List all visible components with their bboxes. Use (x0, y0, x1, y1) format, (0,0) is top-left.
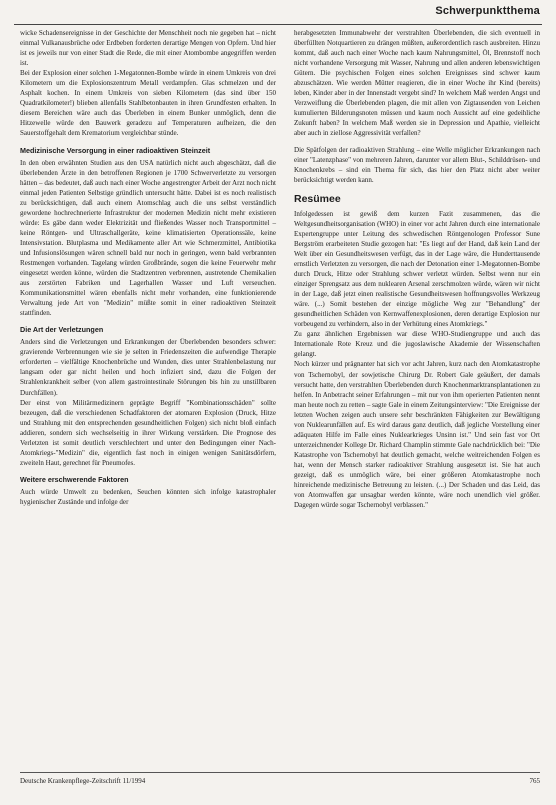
subheading: Medizinische Versorgung in einer radioaktiven Steinzeit (20, 145, 211, 155)
paragraph: In den oben erwähnten Studien aus den USA natürlich nicht auch abgeschätzt, daß die überlebenden Ärzte in den betroffenen Regionen je 1700 Schwerverletzte zu versorgen hätten – das bedeutet, daß auch nach einer Woche angestrengter Arbeit der Arzt noch nicht einmal jeden Patienten Selbstige gründlich untersucht hätte. Dabei ist es noch realistisch zu berücksichtigen, daß auch einem Atomschlag auch die uns selbst verständlich gewordene hochrechnerierte Infrastruktur der modernen Medizin nicht mehr existieren würde: Es gäbe dann weder Elektrizität und fließendes Wasser noch Transportmittel – keine Röntgen- und Ultraschallgeräte, keine klimatisierten Operationssäle, keine Intensivstation. Blutplasma und Medikamente aller Art wie Schmerzmittel, Antibiotika und Infusionslösungen wären schnell bald nur noch in geringen, wenn bald verbrannten Restmengen vorhanden. Tagelang würden Großbrände, sogen die keine Feuerwehr mehr eingesetzt werden könne, würden die Stadtzentren verbrennen, austretende Chemikalien aus zerstörten Fabriken und Lagerhallen Wasser und Luft verseuchen. Kommunikationsmittel wären ebenfalls nicht mehr vorhanden, eine funktionierende Verwaltung jede Art von "Medizin" müßte somit in einer radioaktiven Steinzeit stattfinden. (20, 158, 276, 318)
paragraph: Auch würde Umwelt zu bedenken, Seuchen könnten sich infolge katastrophaler hygienischer Zustände und infolge der (20, 487, 276, 506)
subheading: Weitere erschwerende Faktoren (20, 474, 129, 484)
paragraph: Anders sind die Verletzungen und Erkrankungen der Überlebenden besonders schwer: gravierende Verbrennungen wie sie je selten in Friedenszeiten die aufwendige Therapie erforderten – vielfältige Knochenbrüche und Wunden, dies unter Strahlenbelastung nur langsam oder gar nicht heilen und hoch infiziert sind, dazu die Folgen der Strahlenkrankheit selber (von allem gastrointestinale Störungen bis hin zu unstillbaren Durchfällen). (20, 338, 276, 397)
subheading: Die Art der Verletzungen (20, 325, 104, 335)
page-header (0, 0, 556, 28)
paragraph: wicke Schadensereignisse in der Geschichte der Menschheit noch nie gegeben hat – nicht einmal Vulkanausbrüche oder Erdbeben forderten derartige Mengen von Opfern. Und hier ist es jeweils nur von einer Stadt die Rede, die mit einer Atombombe angegriffen werden ist. (20, 29, 276, 68)
paragraph: herabgesetzten Immunabwehr der verstrahlten Überlebenden, die sich eventuell in überfüllten Notquartieren zu drängen müßten, außerordentlich rasch ausbreiten. Hinzu kommt, daß auch nach einer Woche nach kaum Nahrungsmittel, Öl, Brennstoff noch nicht vorhandene Versorgung mit Wasser, Nahrung und allen anderen lebenswichtigen Gütern. Die psychischen Folgen eines solchen Ereignisses sind schwer kaum abzuschätzen. Wie werden Mütter reagieren, die in einer Woche ihr Kind (bereits) leben, Kinder aber in der Innenstadt vergebt sind? In welchem Maß werden Angst und Verzweiflung die Überlebenden plagen, die mit allen von Zigtausenden von Leichen kumulierten Bilderungsnoten müssen und kaum noch Aussicht auf eine gedeihliche Zukunft haben? In welchem Maß werden sie in Depression und Apathie, vielleicht aber auch in ziellose Aggressivität verfallen? (294, 29, 540, 138)
paragraph: Die Spätfolgen der radioaktiven Strahlung – eine Welle möglicher Erkrankungen nach einer "Latenzphase" von mehreren Jahren, darunter vor allem Blut-, Schilddrüsen- und Knochenkrebs – sind ein Thema für sich, das hier den Platz nicht aber weiter berücksichtigt werden kann. (294, 145, 540, 184)
left-column (20, 28, 276, 507)
page-number: 765 (529, 777, 540, 785)
page-footer (20, 772, 540, 785)
paragraph: Der einst von Militärmedizinern geprägte Begriff "Kombinationsschäden" sollte bezeugen, daß die verschiedenen Schadfaktoren der atomaren Explosion (Druck, Hitze und Strahlung mit den entsprechenden gesundheitlichen Folgen) sich nicht bloß einfach addieren, sondern sich wechselseitig in ihrer Wirkung verstärken. Die Prognose des Verletzten ist somit deutlich verschlechtert und unter den Bedingungen einer Nach-Atomkriegs-"Medizin" die, eigentlich fast noch in einigen wenigen Sanitätsdörfern, zweiteln Haut, gerechnet für Pneumofes. (20, 398, 276, 467)
paragraph: Noch kürzer und prägnanter hat sich vor acht Jahren, kurz nach den Atomkatastrophe von Tschernobyl, der sowjetische Chirurg Dr. Robert Gale geäußert, der damals versucht hatte, den verstrahlten Überlebenden durch Knochenmarktransplantationen zu helfen. In Anbetracht seiner Erfahrungen – mit nur von ihm operierten Patienten nennt man heute noch zu retten – sagte Gale in einem Zeitungsinterview: "Die Ereignisse der letzten Wochen zeigen auch unsere sehr beschränkten Fähigkeiten zur Bewältigung von Nuklearunfällen auf. Es wird daraus ganz deutlich, daß jegliche Vorstellung einer adäquaten Hilfe im Falle eines Nuklearkrieges Unsinn ist." Und sein fast vor Ort unterzeichnender Kollege Dr. Richard Champlin stimmte Gale nachdrücklich bei: "Die Katastrophe von Tschernobyl hat deutlich gemacht, welche weitreichenden Folgen es hat, wenn der Mensch starker radioaktiver Strahlung ausgesetzt ist. Sie hat auch gezeigt, daß es unmöglich wäre, bei einer größeren Atomkatastrophe noch hinreichende medizinische Betreuung zu leisten. (...) Der Schaden und das Leid, das von Atomwaffen gar unsagbar werden könnte, wäre noch unendlich viel größer. Dagegen würde sogar Tschernobyl verblassen." (294, 360, 540, 510)
header-rule (14, 24, 542, 25)
section-title: Schwerpunktthema (435, 5, 540, 17)
paragraph: Infolgedessen ist gewiß dem kurzen Fazit zusammenen, das die Weltgesundheitsorganisation (WHO) in einer vor acht Jahren durch eine internationale Expertengruppe unter Leitung des schwedischen Röntgenologen Professor Sune Bergström erarbeiteten Studie gezogen hat: "Es liegt auf der Hand, daß kein Land der Welt über ein Gesundheitswesen verfügt, das in der Lage wäre, die Hunderttausende ernstlich Verletzten zu versorgen, die nach der Detonation einer 1-Megatonnen-Bombe durch Druck, Hitze oder Strahlung schwer verletzt würden. Selbst wenn nur ein einziger Sprengsatz aus dem nuklearen Arsenal zerschmolzen würde, wären wir nicht in der Lage, daß jetzt einen realistische Gesundheitswesen hoffnungsvolles Werkzeug wäre. (...) Somit bestehen der einzige mögliche Weg zur "Behandlung" der gesundheitlichen Schäden von Kernwaffenexplosionen, deren derartige Explosion nur vorbeugend zu verhindern, also in der Verhütung eines Atomkriegs." (294, 209, 540, 329)
journal-name: Deutsche Krankenpflege-Zeitschrift 11/1994 (20, 777, 146, 785)
paragraph: Bei der Explosion einer solchen 1-Megatonnen-Bombe würde in einem Umkreis von drei Kilometern um die Explosionszentrum Metall verdampfen. Glas schmelzen und der Asphalt kochen. In einem Umkreis von sieben Kilometern (das sind über 150 Quadratkilometer!) blieben allenfalls Stahlbetonbauten in ihren Grundfesten erhalten. In diesem Bereichen wäre auch das Überleben in einem Bunker unmöglich, denn die Hitzewelle würde den Bauwerk geradezu auf Temperaturen aufheizen, die den Sauerstoffgehalt dem Krematorium vergleichbar stünde. (20, 69, 276, 138)
paragraph: Zu ganz ähnlichen Ergebnissen war diese WHO-Studiengruppe und auch das Internationale Rote Kreuz und die jugoslawische Akademie der Wissenschaften gelangt. (294, 330, 540, 359)
section-heading: Resümee (294, 192, 341, 205)
right-column (294, 28, 540, 510)
